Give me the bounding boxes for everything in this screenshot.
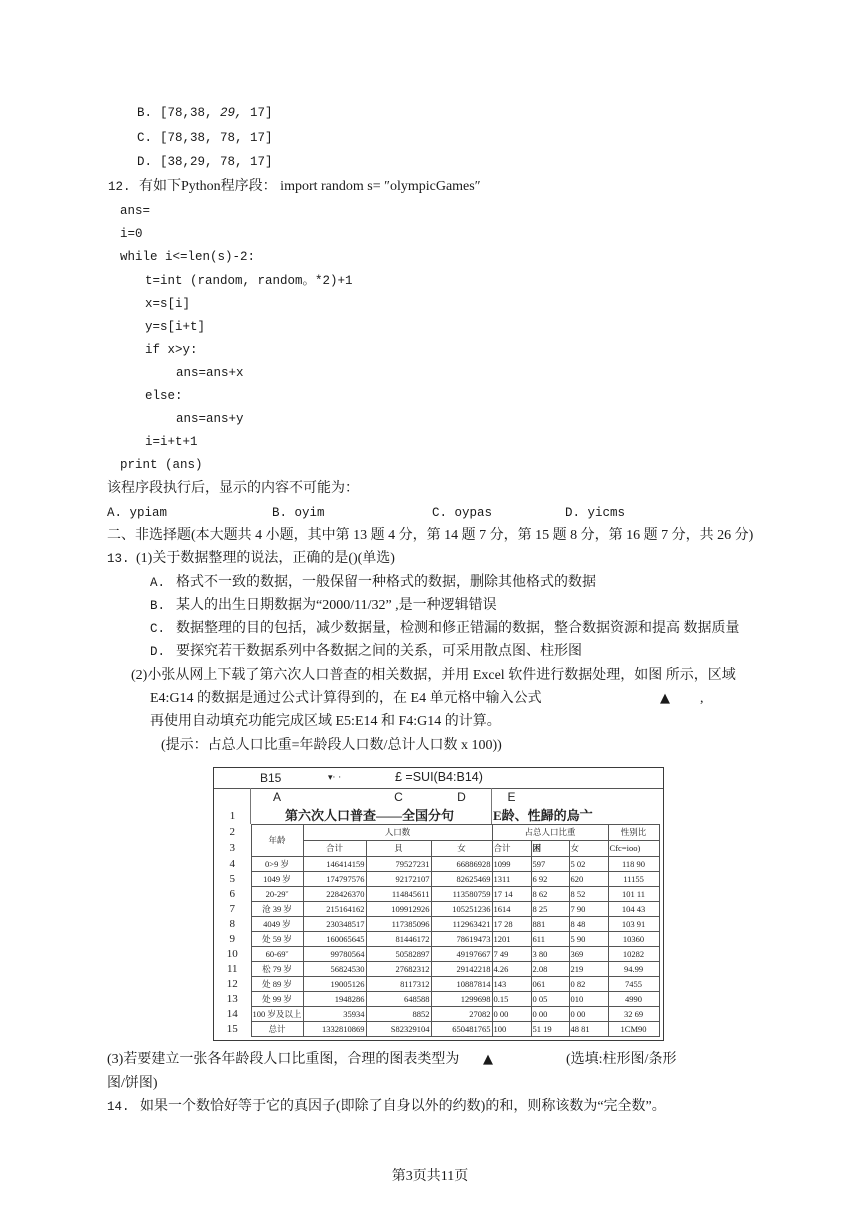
q13-choice-c-label: C. — [150, 622, 166, 636]
answer-blank-marker: ▲ — [483, 1052, 493, 1067]
female-population-cell: 66886928 — [431, 857, 492, 872]
q13-part3-stem: (3)若要建立一张各年龄段人口比重图，合理的图表类型为 — [107, 1052, 460, 1067]
male-population-cell: 50582897 — [366, 947, 431, 962]
table-row — [214, 932, 659, 947]
age-group-cell: 总计 — [251, 1022, 303, 1037]
female-subheader: 女 — [431, 841, 492, 857]
column-header-a: A — [272, 790, 281, 804]
q13-part3-continuation: 图/饼图) — [107, 1076, 158, 1091]
q12-intro: 有如下Python程序段： import random s= ″olympicGames″ — [139, 179, 481, 194]
row-number: 9 — [229, 933, 235, 945]
row-number: 3 — [229, 842, 235, 854]
q12-number: 12. — [108, 180, 131, 194]
code-line: while i<=len(s)-2: — [120, 250, 256, 264]
male-population-cell: 117385096 — [366, 917, 431, 932]
age-group-cell: 处 59 岁 — [251, 932, 303, 947]
code-line: ans=ans+y — [176, 412, 244, 426]
q13-choice-d-label: D. — [150, 645, 166, 659]
male-population-cell: 8852 — [366, 1007, 431, 1022]
male-share-cell: 2.08 — [531, 962, 569, 977]
q12-choice-b — [272, 505, 325, 521]
page-footer: 第3页共11页 — [391, 1169, 469, 1184]
row-number: 7 — [229, 903, 235, 915]
row-number: 2 — [229, 826, 235, 838]
header-row — [214, 825, 659, 841]
row-number: 14 — [226, 1008, 238, 1020]
sex-ratio-cell: 118 90 — [608, 857, 659, 872]
male-population-cell: 92172107 — [366, 872, 431, 887]
q13-part2-line2-end: , — [700, 691, 704, 706]
total-population-cell: 99780564 — [303, 947, 366, 962]
sex-ratio-cell: 1CM90 — [608, 1022, 659, 1037]
female-share-cell: 010 — [569, 992, 608, 1007]
q12-choice-a — [107, 505, 167, 521]
q11-option-b-after: 17] — [242, 106, 273, 120]
formula-bar: £ =SUI(B4:B14) — [395, 770, 483, 784]
female-population-cell: 29142218 — [431, 962, 492, 977]
table-row — [214, 977, 659, 992]
female-population-cell: 105251236 — [431, 902, 492, 917]
row-number: 8 — [229, 918, 235, 930]
q13-part1-stem: (1)关于数据整理的说法，正确的是()(单选) — [136, 551, 395, 566]
q13-number: 13. — [107, 552, 130, 566]
q13-part2-hint: (提示：占总人口比重=年龄段人口数/总计人口数 x 100)) — [161, 738, 502, 753]
population-table — [214, 824, 660, 1037]
female-share-cell: 219 — [569, 962, 608, 977]
age-group-cell: 松 79 岁 — [251, 962, 303, 977]
total-share-cell: 4.26 — [492, 962, 531, 977]
male-share-cell: 0 00 — [531, 1007, 569, 1022]
total-population-cell: 146414159 — [303, 857, 366, 872]
male-subheader: 貝 — [366, 841, 431, 857]
total-population-cell: 35934 — [303, 1007, 366, 1022]
choice-text: oyim — [294, 506, 325, 520]
male-share-cell: 611 — [531, 932, 569, 947]
q12-choice-d — [565, 505, 625, 521]
female-share-cell: 0 82 — [569, 977, 608, 992]
table-row — [214, 902, 659, 917]
sex-ratio-cell: 7455 — [608, 977, 659, 992]
q13-choice-b-label: B. — [150, 599, 166, 613]
column-header-e: E — [507, 790, 516, 804]
female-population-cell: 650481765 — [431, 1022, 492, 1037]
total-share-cell: 17 14 — [492, 887, 531, 902]
total-share-cell: 1311 — [492, 872, 531, 887]
male-share-cell: 6 92 — [531, 872, 569, 887]
total-population-cell: 174797576 — [303, 872, 366, 887]
q11-option-b-text — [160, 105, 273, 121]
female-share-cell: 7 90 — [569, 902, 608, 917]
age-group-cell: 60-69ˇ — [251, 947, 303, 962]
sex-ratio-header: 性别比 — [608, 825, 659, 841]
q12-choice-c — [432, 505, 492, 521]
female-share-cell: 0 00 — [569, 1007, 608, 1022]
male-population-cell: 648588 — [366, 992, 431, 1007]
male-share-cell: 881 — [531, 917, 569, 932]
male-population-cell: 79527231 — [366, 857, 431, 872]
male-population-cell: 81446172 — [366, 932, 431, 947]
choice-text: yicms — [587, 506, 626, 520]
male-share-subheader: 困 — [531, 841, 569, 857]
code-line: print (ans) — [120, 458, 203, 472]
age-group-cell: 100 岁及以上 — [251, 1007, 303, 1022]
age-group-cell: 处 89 岁 — [251, 977, 303, 992]
total-share-cell: 17 28 — [492, 917, 531, 932]
sheet-title: 第六次人口普查——全国分句 — [285, 808, 455, 823]
sex-ratio-cell: 103 91 — [608, 917, 659, 932]
table-row — [214, 992, 659, 1007]
section-heading: 二、非选择题(本大题共 4 小题，其中第 13 题 4 分，第 14 题 7 分，第 15 题 8 分，第 16 题 7 分，共 26 分) — [107, 528, 754, 543]
total-population-cell: 160065645 — [303, 932, 366, 947]
female-population-cell: 1299698 — [431, 992, 492, 1007]
female-share-cell: 5 90 — [569, 932, 608, 947]
female-population-cell: 49197667 — [431, 947, 492, 962]
table-row — [214, 857, 659, 872]
sex-ratio-cell: 4990 — [608, 992, 659, 1007]
total-share-cell: 1614 — [492, 902, 531, 917]
row-number: 15 — [226, 1023, 238, 1035]
column-header-c: C — [394, 790, 403, 804]
male-share-cell: 8 25 — [531, 902, 569, 917]
q14-number: 14. — [107, 1100, 130, 1114]
name-box: B15 — [260, 771, 282, 785]
sex-ratio-cell: 11155 — [608, 872, 659, 887]
row-number: 4 — [229, 858, 235, 870]
code-line: ans= — [120, 204, 151, 218]
age-group-cell: 4049 岁 — [251, 917, 303, 932]
female-population-cell: 27082 — [431, 1007, 492, 1022]
female-share-cell: 48 81 — [569, 1022, 608, 1037]
age-group-cell: 1049 岁 — [251, 872, 303, 887]
female-population-cell: 113580759 — [431, 887, 492, 902]
male-share-cell: 061 — [531, 977, 569, 992]
total-population-cell: 1948286 — [303, 992, 366, 1007]
code-line: t=int (random, random。*2)+1 — [145, 274, 353, 288]
female-share-subheader: 女 — [569, 841, 608, 857]
age-group-cell: 沧 39 岁 — [251, 902, 303, 917]
q13-choice-c-text: 数据整理的目的包括，减少数据量，检测和修正错漏的数据，整合数据资源和提高 数据质量 — [176, 621, 740, 636]
q11-option-b-label: B. — [137, 106, 153, 120]
choice-label: B. — [272, 506, 288, 520]
q13-part2-line2: E4:G14 的数据是通过公式计算得到的，在 E4 单元格中输入公式 — [150, 691, 542, 706]
total-subheader: 合计 — [303, 841, 366, 857]
q11-option-c-label: C. — [137, 131, 153, 145]
male-population-cell: 114845611 — [366, 887, 431, 902]
age-header: 年龄 — [251, 825, 303, 857]
row-number: 12 — [226, 978, 238, 990]
female-population-cell: 82625469 — [431, 872, 492, 887]
total-population-cell: 215164162 — [303, 902, 366, 917]
female-population-cell: 112963421 — [431, 917, 492, 932]
q13-part2-line3: 再使用自动填充功能完成区域 E5:E14 和 F4:G14 的计算。 — [150, 714, 501, 729]
row-number: 1 — [229, 810, 236, 822]
sex-ratio-subheader: Cfc=ioo) — [608, 841, 659, 857]
q13-part2-line1: (2)小张从网上下载了第六次人口普查的相关数据，并用 Excel 软件进行数据处理，如图 所示，区域 — [131, 668, 736, 683]
female-population-cell: 10887814 — [431, 977, 492, 992]
code-line: ans=ans+x — [176, 366, 244, 380]
choice-text: oypas — [454, 506, 493, 520]
table-row — [214, 962, 659, 977]
code-line: x=s[i] — [145, 297, 191, 311]
total-population-cell: 1332810869 — [303, 1022, 366, 1037]
male-share-cell: 3 80 — [531, 947, 569, 962]
male-share-cell: 8 62 — [531, 887, 569, 902]
sex-ratio-cell: 104 43 — [608, 902, 659, 917]
code-line: if x>y: — [145, 343, 198, 357]
female-share-cell: 5 02 — [569, 857, 608, 872]
row-number: 6 — [229, 888, 235, 900]
total-population-cell: 56824530 — [303, 962, 366, 977]
q11-option-c-text: [78,38, 78, 17] — [160, 131, 273, 145]
female-share-cell: 369 — [569, 947, 608, 962]
total-share-cell: 143 — [492, 977, 531, 992]
answer-blank-marker: ▲ — [660, 691, 670, 706]
total-share-cell: 100 — [492, 1022, 531, 1037]
age-group-cell: 0>9 岁 — [251, 857, 303, 872]
population-header: 人口数 — [303, 825, 492, 841]
table-row — [214, 917, 659, 932]
age-group-cell: 20-29ˇ — [251, 887, 303, 902]
code-line: i=0 — [120, 227, 143, 241]
male-share-cell: 597 — [531, 857, 569, 872]
code-line: y=s[i+t] — [145, 320, 206, 334]
sex-ratio-cell: 94.99 — [608, 962, 659, 977]
male-share-cell: 51 19 — [531, 1022, 569, 1037]
male-share-cell: 0 05 — [531, 992, 569, 1007]
q14-text: 如果一个数恰好等于它的真因子(即除了自身以外的约数)的和，则称该数为“完全数”。 — [140, 1099, 666, 1114]
choice-label: C. — [432, 506, 448, 520]
total-share-subheader: 合计 — [492, 841, 531, 857]
table-row — [214, 947, 659, 962]
row-number: 10 — [226, 948, 238, 960]
choice-text: ypiam — [129, 506, 168, 520]
total-share-cell: 0 00 — [492, 1007, 531, 1022]
female-population-cell: 78619473 — [431, 932, 492, 947]
choice-label: D. — [565, 506, 581, 520]
q13-choice-b-text: 某人的出生日期数据为“2000/11/32” ,是一种逻辑错误 — [176, 598, 497, 613]
choice-label: A. — [107, 506, 123, 520]
male-population-cell: 8117312 — [366, 977, 431, 992]
sex-ratio-cell: 10282 — [608, 947, 659, 962]
total-share-cell: 1201 — [492, 932, 531, 947]
male-population-cell: 109912926 — [366, 902, 431, 917]
q13-choice-a-text: 格式不一致的数据，一般保留一种格式的数据，删除其他格式的数据 — [176, 575, 596, 590]
q13-choice-d-text: 要探究若干数据系列中各数据之间的关系，可采用散点图、柱形图 — [176, 644, 582, 659]
q11-option-d-text: [38,29, 78, 17] — [160, 155, 273, 169]
row-number: 11 — [226, 963, 238, 975]
male-population-cell: S82329104 — [366, 1022, 431, 1037]
q12-prompt: 该程序段执行后，显示的内容不可能为： — [107, 481, 359, 496]
q11-option-d-label: D. — [137, 155, 153, 169]
code-line: else: — [145, 389, 183, 403]
table-row — [214, 872, 659, 887]
q11-option-b-before: [78,38, — [160, 106, 221, 120]
row-number: 13 — [226, 993, 238, 1005]
total-share-cell: 7 49 — [492, 947, 531, 962]
male-population-cell: 27682312 — [366, 962, 431, 977]
q13-part3-fill-options: (选填:柱形图/条形 — [566, 1052, 677, 1067]
table-row — [214, 1022, 659, 1037]
total-share-cell: 0.15 — [492, 992, 531, 1007]
table-body — [214, 857, 659, 1037]
total-share-cell: 1099 — [492, 857, 531, 872]
column-header-d: D — [457, 790, 466, 804]
table-row — [214, 887, 659, 902]
dropdown-icon: ▾· · — [328, 773, 342, 783]
sheet-subtitle: E龄、性歸的烏亠 — [493, 808, 593, 823]
female-share-cell: 8 52 — [569, 887, 608, 902]
sex-ratio-cell: 32 69 — [608, 1007, 659, 1022]
total-population-cell: 228426370 — [303, 887, 366, 902]
sex-ratio-cell: 10360 — [608, 932, 659, 947]
code-line: i=i+t+1 — [145, 435, 198, 449]
share-header: 占总人口比重 — [492, 825, 608, 841]
spreadsheet-figure — [213, 767, 664, 1041]
total-population-cell: 19005126 — [303, 977, 366, 992]
q11-option-b-italic: 29, — [220, 106, 243, 120]
table-row — [214, 1007, 659, 1022]
row-number: 5 — [229, 873, 235, 885]
age-group-cell: 处 99 岁 — [251, 992, 303, 1007]
q13-choice-a-label: A. — [150, 576, 166, 590]
total-population-cell: 230348517 — [303, 917, 366, 932]
female-share-cell: 8 48 — [569, 917, 608, 932]
sex-ratio-cell: 101 11 — [608, 887, 659, 902]
female-share-cell: 620 — [569, 872, 608, 887]
